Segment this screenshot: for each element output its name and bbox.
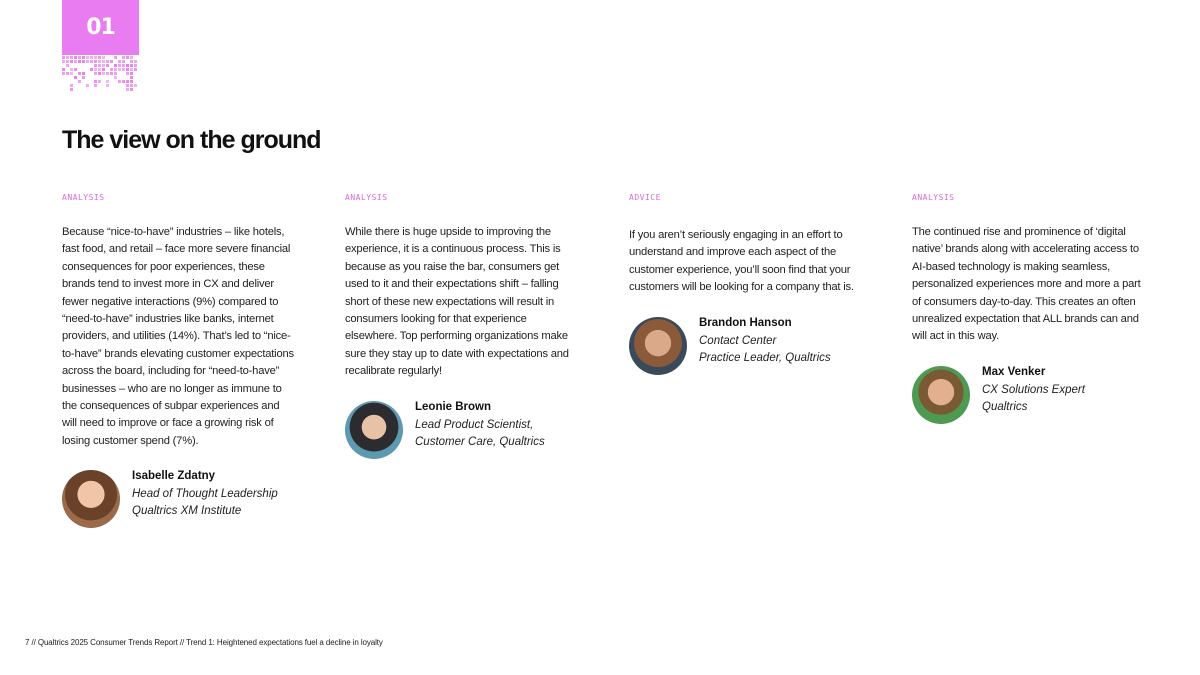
pixel-dot (130, 60, 133, 63)
page-footer: 7 // Qualtrics 2025 Consumer Trends Report // Trend 1: Heightened expectations fuel a decline in loyalty (25, 638, 383, 647)
author-block (912, 366, 1144, 424)
pixel-dot (74, 60, 77, 63)
pixel-dot (130, 76, 133, 79)
pixel-dot (134, 84, 137, 87)
pixel-dot (98, 68, 101, 71)
pixel-dot (70, 60, 73, 63)
pixel-dot (118, 60, 121, 63)
author-role-line-1: CX Solutions Expert (982, 383, 1085, 396)
pixel-dot (126, 80, 129, 83)
pixel-dot (94, 64, 97, 67)
pixel-dot (102, 68, 105, 71)
pixel-dot (74, 68, 77, 71)
pixel-dot (130, 56, 133, 59)
pixel-dot (126, 64, 129, 67)
analysis-column-1 (62, 193, 294, 528)
pixel-dot (130, 80, 133, 83)
pixel-dot (98, 60, 101, 63)
author-role-line-1: Head of Thought Leadership (132, 488, 278, 501)
pixel-dot (90, 68, 93, 71)
pixel-dot (98, 80, 101, 83)
pixel-dot (110, 60, 113, 63)
pixel-dot (122, 64, 125, 67)
pixel-dot (66, 64, 69, 67)
pixel-dot (102, 60, 105, 63)
pixel-dot (66, 56, 69, 59)
avatar-photo (629, 317, 687, 375)
author-role-line-1: Lead Product Scientist, (415, 418, 534, 431)
pixel-dot (106, 72, 109, 75)
category-label: ADVICE (629, 193, 661, 202)
pixel-dot (130, 88, 133, 91)
pixel-dot (126, 84, 129, 87)
pixel-dot (86, 56, 89, 59)
author-role-line-2: Customer Care, Qualtrics (415, 435, 545, 448)
page-title: The view on the ground (62, 126, 321, 154)
pixel-dot (110, 68, 113, 71)
pixel-dot (122, 80, 125, 83)
pixel-dot (70, 84, 73, 87)
pixel-dot (94, 56, 97, 59)
pixel-dot (106, 60, 109, 63)
pixel-dot (106, 64, 109, 67)
pixel-dot (114, 68, 117, 71)
column-body-text: The continued rise and prominence of ‘digital native’ brands along with accelerating access to AI-based technology is making seamless, personalized experiences more and more a part of consumers day-to-day. This creates an often unrealized expectation that ALL brands can and will act in this way. (912, 226, 1141, 343)
pixel-dot (94, 60, 97, 63)
pixel-dot (114, 56, 117, 59)
column-body-text: Because “nice-to-have” industries – like hotels, fast food, and retail – face more severe financial consequences for poor experiences, these brands tend to invest more in CX and deliver fewer negative interactions (9%) compared to “need-to-have” industries like banks, internet providers, and utilities (14%). That’s led to “nice-to-have” brands elevating customer expectations across the board, including for “need-to-have” businesses – who are no longer as immune to the consequences of subpar experiences and will need to improve or face a growing risk of losing customer spend (7%). (62, 226, 294, 447)
pixel-dot (66, 60, 69, 63)
advice-column-3 (629, 193, 861, 375)
pixel-dot (118, 80, 121, 83)
pixel-dot (94, 72, 97, 75)
pixel-dot (122, 60, 125, 63)
pixel-pattern-decoration (62, 55, 139, 93)
author-name: Isabelle Zdatny (132, 470, 216, 483)
pixel-dot (106, 84, 109, 87)
pixel-dot (126, 88, 129, 91)
pixel-dot (66, 72, 69, 75)
pixel-dot (62, 60, 65, 63)
pixel-dot (130, 64, 133, 67)
category-label: ANALYSIS (62, 193, 105, 202)
category-label: ANALYSIS (345, 193, 388, 202)
pixel-dot (98, 72, 101, 75)
section-number-badge (62, 0, 139, 55)
pixel-dot (102, 56, 105, 59)
pixel-dot (126, 72, 129, 75)
pixel-dot (82, 76, 85, 79)
pixel-dot (78, 72, 81, 75)
pixel-dot (130, 84, 133, 87)
author-role-line-2: Practice Leader, Qualtrics (699, 351, 831, 364)
pixel-dot (118, 64, 121, 67)
author-name: Max Venker (982, 365, 1046, 378)
pixel-dot (106, 80, 109, 83)
pixel-dot (74, 76, 77, 79)
pixel-dot (134, 64, 137, 67)
pixel-dot (82, 56, 85, 59)
section-number: 01 (86, 15, 115, 40)
pixel-dot (78, 80, 81, 83)
pixel-dot (102, 72, 105, 75)
author-role-line-1: Contact Center (699, 334, 777, 347)
pixel-dot (70, 56, 73, 59)
pixel-dot (94, 68, 97, 71)
column-body-text: While there is huge upside to improving the experience, it is a continuous process. This is because as you raise the bar, consumers get used to it and their expectations shift – falling short of these new expectations will result in consumers looking for that experience elsewhere. Top performing organizations make sure they stay up to date with expectations and recalibrate regularly! (345, 226, 569, 378)
author-details (699, 317, 831, 367)
pixel-dot (86, 84, 89, 87)
pixel-dot (122, 56, 125, 59)
pixel-dot (98, 64, 101, 67)
pixel-dot (70, 88, 73, 91)
pixel-dot (86, 60, 89, 63)
author-block (345, 401, 577, 459)
pixel-dot (126, 56, 129, 59)
pixel-dot (74, 56, 77, 59)
author-name: Leonie Brown (415, 400, 492, 413)
author-details (982, 366, 1085, 416)
pixel-dot (82, 60, 85, 63)
author-name: Brandon Hanson (699, 316, 792, 329)
author-role-line-2: Qualtrics XM Institute (132, 505, 242, 518)
pixel-dot (114, 72, 117, 75)
author-details (415, 401, 545, 451)
pixel-dot (90, 56, 93, 59)
pixel-dot (90, 60, 93, 63)
author-block (62, 470, 294, 528)
pixel-dot (62, 56, 65, 59)
analysis-column-2 (345, 193, 577, 459)
pixel-dot (134, 68, 137, 71)
pixel-dot (102, 64, 105, 67)
pixel-dot (98, 56, 101, 59)
pixel-dot (94, 80, 97, 83)
pixel-dot (62, 68, 65, 71)
pixel-dot (130, 72, 133, 75)
category-label: ANALYSIS (912, 193, 955, 202)
author-details (132, 470, 278, 520)
pixel-dot (78, 56, 81, 59)
author-block (629, 317, 861, 375)
pixel-dot (70, 68, 73, 71)
pixel-dot (130, 68, 133, 71)
pixel-dot (126, 68, 129, 71)
pixel-dot (118, 68, 121, 71)
pixel-dot (62, 72, 65, 75)
pixel-dot (78, 60, 81, 63)
pixel-dot (70, 72, 73, 75)
avatar-photo (912, 366, 970, 424)
pixel-dot (110, 72, 113, 75)
pixel-dot (82, 72, 85, 75)
pixel-dot (114, 64, 117, 67)
avatar-photo (345, 401, 403, 459)
analysis-column-4 (912, 193, 1144, 424)
pixel-dot (114, 76, 117, 79)
pixel-dot (94, 84, 97, 87)
avatar-photo (62, 470, 120, 528)
author-role-line-2: Qualtrics (982, 400, 1028, 413)
pixel-dot (134, 60, 137, 63)
column-body-text: If you aren’t seriously engaging in an effort to understand and improve each aspect of the customer experience, you’ll soon find that your customers will be looking for a company that is. (629, 229, 854, 294)
pixel-dot (122, 68, 125, 71)
